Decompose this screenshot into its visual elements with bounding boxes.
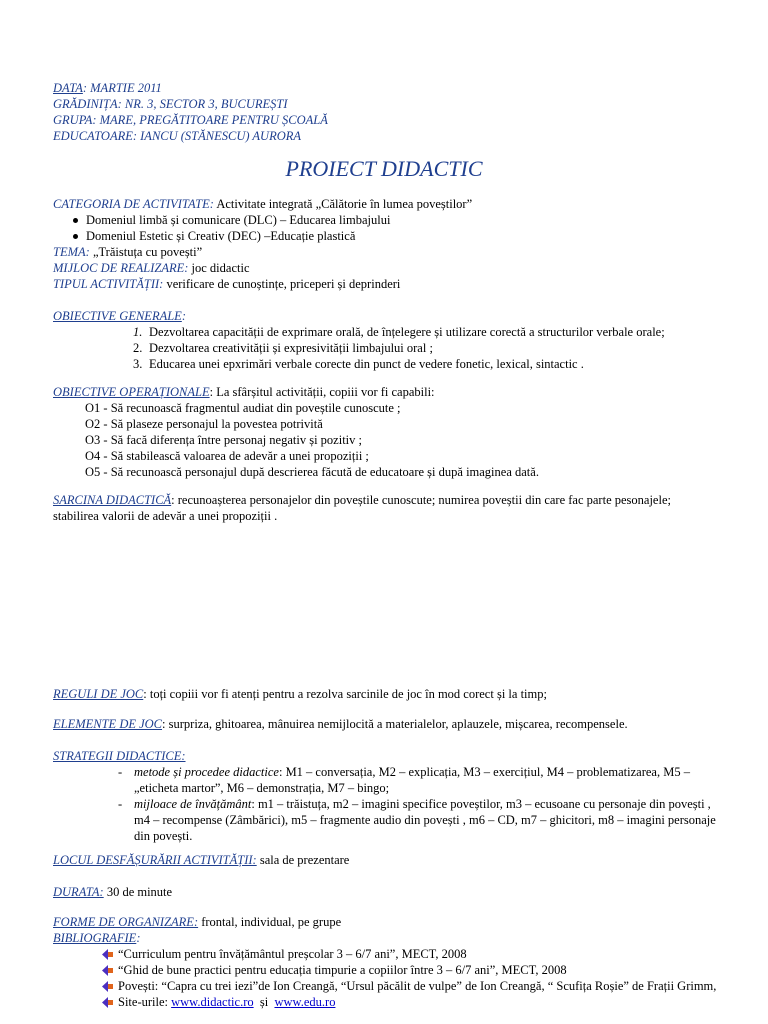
header-date-label: DATA <box>53 81 83 95</box>
mijloace-value: : m1 – trăistuța, m2 – imagini specifice poveștilor, m3 – ecusoane cu personaje din povești , <box>251 797 711 811</box>
metode-line-2: „eticheta martor”, M6 – demonstrația, M7 – bingo; <box>134 781 390 795</box>
tema-line <box>53 244 202 260</box>
categoria-label: CATEGORIA DE ACTIVITATE: <box>53 197 214 211</box>
tema-value: „Trăistuța cu povești” <box>89 245 203 259</box>
categoria-bullet-1: Domeniul limbă și comunicare (DLC) – Educarea limbajului <box>86 213 391 227</box>
bibliografie-item-1: “Curriculum pentru învățământul preșcolar 3 – 6/7 ani”, MECT, 2008 <box>118 947 467 961</box>
obiectiv-operational-2: O2 - Să plaseze personajul la povestea potrivită <box>85 417 323 431</box>
metode-line-1 <box>134 764 730 780</box>
arrow-bullet-icon <box>101 948 114 961</box>
header-educatoare: EDUCATOARE: IANCU (STĂNESCU) AURORA <box>53 129 302 143</box>
metode-label: metode și procedee didactice <box>134 765 279 779</box>
header-date-value: : MARTIE 2011 <box>82 81 162 95</box>
site-link-didactic[interactable]: www.didactic.ro <box>171 995 254 1009</box>
forme-value: frontal, individual, pe grupe <box>198 915 342 929</box>
elemente-line <box>53 716 628 732</box>
durata-line <box>53 884 172 900</box>
obiective-generale-suffix: : <box>181 309 186 323</box>
tipul-line <box>53 276 400 292</box>
elemente-value: : surpriza, ghitoarea, mânuirea nemijlocită a materialelor, aplauzele, mișcarea, recompensele. <box>162 717 628 731</box>
reguli-line <box>53 686 547 702</box>
categoria-bullet-2: Domeniul Estetic și Creativ (DEC) –Educație plastică <box>86 229 356 243</box>
tema-label: TEMA: <box>53 245 90 259</box>
obiectiv-general-3: 3. Educarea unei epxrimări verbale corecte din punct de vedere fonetic, lexical, sintactic . <box>133 357 584 371</box>
bibliografie-item-2: “Ghid de bune practici pentru educația timpurie a copiilor între 3 – 6/7 ani”, MECT, 2008 <box>118 963 567 977</box>
obiectiv-general-1: 1. Dezvoltarea capacității de exprimare orală, de înțelegere și utilizare corectă a structurilor verbale orale; <box>133 325 665 339</box>
sites-separator: și <box>253 995 275 1009</box>
mijloc-label: MIJLOC DE REALIZARE: <box>53 261 189 275</box>
arrow-bullet-icon <box>101 996 114 1009</box>
obiectiv-operational-5: O5 - Să recunoască personajul după descrierea făcută de educatoare și după imaginea dată. <box>85 465 539 479</box>
locul-value: sala de prezentare <box>256 853 350 867</box>
dash-icon: - <box>118 765 123 779</box>
bullet-icon <box>73 218 78 223</box>
locul-line <box>53 852 349 868</box>
bibliografie-heading <box>53 930 140 946</box>
forme-label: FORME DE ORGANIZARE: <box>53 915 199 929</box>
categoria-value: Activitate integrată „Călătorie în lumea poveștilor” <box>213 197 473 211</box>
tipul-label: TIPUL ACTIVITĂȚII: <box>53 277 164 291</box>
obiectiv-operational-3: O3 - Să facă diferența între personaj negativ și pozitiv ; <box>85 433 362 447</box>
mijloc-value: joc didactic <box>188 261 250 275</box>
strategii-heading: STRATEGII DIDACTICE: <box>53 749 186 763</box>
bullet-icon <box>73 234 78 239</box>
obiective-operationale-heading <box>53 384 435 400</box>
bibliografie-suffix: : <box>136 931 141 945</box>
sarcina-label: SARCINA DIDACTICĂ <box>53 493 172 507</box>
elemente-label: ELEMENTE DE JOC <box>53 717 163 731</box>
metode-value: : M1 – conversația, M2 – explicația, M3 – exercițiul, M4 – problematizarea, M5 – <box>278 765 690 779</box>
dash-icon: - <box>118 797 123 811</box>
reguli-label: REGULI DE JOC <box>53 687 144 701</box>
bibliografie-item-3: Povești: “Capra cu trei iezi”de Ion Creangă, “Ursul păcălit de vulpe” de Ion Creangă, “ Scufița Roșie” de Frații Grimm, <box>118 979 717 993</box>
obiective-operationale-label: OBIECTIVE OPERAȚIONALE <box>53 385 210 399</box>
locul-label: LOCUL DESFĂȘURĂRII ACTIVITĂȚII: <box>53 853 257 867</box>
obiective-operationale-value: : La sfârșitul activității, copiii vor fi capabili: <box>209 385 435 399</box>
reguli-value: : toți copiii vor fi atenți pentru a rezolva sarcinile de joc în mod corect și la timp; <box>143 687 547 701</box>
mijloc-line <box>53 260 250 276</box>
page-title: PROIECT DIDACTIC <box>285 156 483 181</box>
mijloace-label: mijloace de învățământ <box>134 797 252 811</box>
mijloace-line-1 <box>134 796 730 812</box>
mijloace-line-3: din povești. <box>134 829 193 843</box>
mijloace-line-2: m4 – recompense (Zâmbărici), m5 – fragmente audio din povești , m6 – CD, m7 – ghicitori, m8 – imagini personaje <box>134 813 716 827</box>
obiectiv-operational-4: O4 - Să stabilească valoarea de adevăr a unei propoziții ; <box>85 449 369 463</box>
durata-value: 30 de minute <box>103 885 173 899</box>
obiectiv-general-2: 2. Dezvoltarea creativității și expresivității limbajului oral ; <box>133 341 433 355</box>
sarcina-line-2: stabilirea valorii de adevăr a unei propoziții . <box>53 509 278 523</box>
obiectiv-operational-1: O1 - Să recunoască fragmentul audiat din poveștile cunoscute ; <box>85 401 401 415</box>
bibliografie-label: BIBLIOGRAFIE <box>53 931 137 945</box>
forme-line <box>53 914 341 930</box>
site-link-edu[interactable]: www.edu.ro <box>274 995 336 1009</box>
sarcina-line-1 <box>53 492 730 508</box>
sarcina-value: : recunoașterea personajelor din poveștile cunoscute; numirea poveștii din care fac parte pesonajele; <box>171 493 671 507</box>
obiective-generale-heading <box>53 308 186 324</box>
arrow-bullet-icon <box>101 964 114 977</box>
tipul-value: verificare de cunoștințe, priceperi și deprinderi <box>163 277 401 291</box>
header-date <box>53 80 162 96</box>
durata-label: DURATA: <box>53 885 104 899</box>
header-gradinita: GRĂDINIȚA: NR. 3, SECTOR 3, BUCUREȘTI <box>53 97 288 111</box>
sites-prefix: Site-urile: <box>118 995 172 1009</box>
obiective-generale-label: OBIECTIVE GENERALE <box>53 309 182 323</box>
categoria-line <box>53 196 472 212</box>
bibliografie-sites <box>118 994 335 1010</box>
arrow-bullet-icon <box>101 980 114 993</box>
header-grupa: GRUPA: MARE, PREGĂTITOARE PENTRU ȘCOALĂ <box>53 113 328 127</box>
